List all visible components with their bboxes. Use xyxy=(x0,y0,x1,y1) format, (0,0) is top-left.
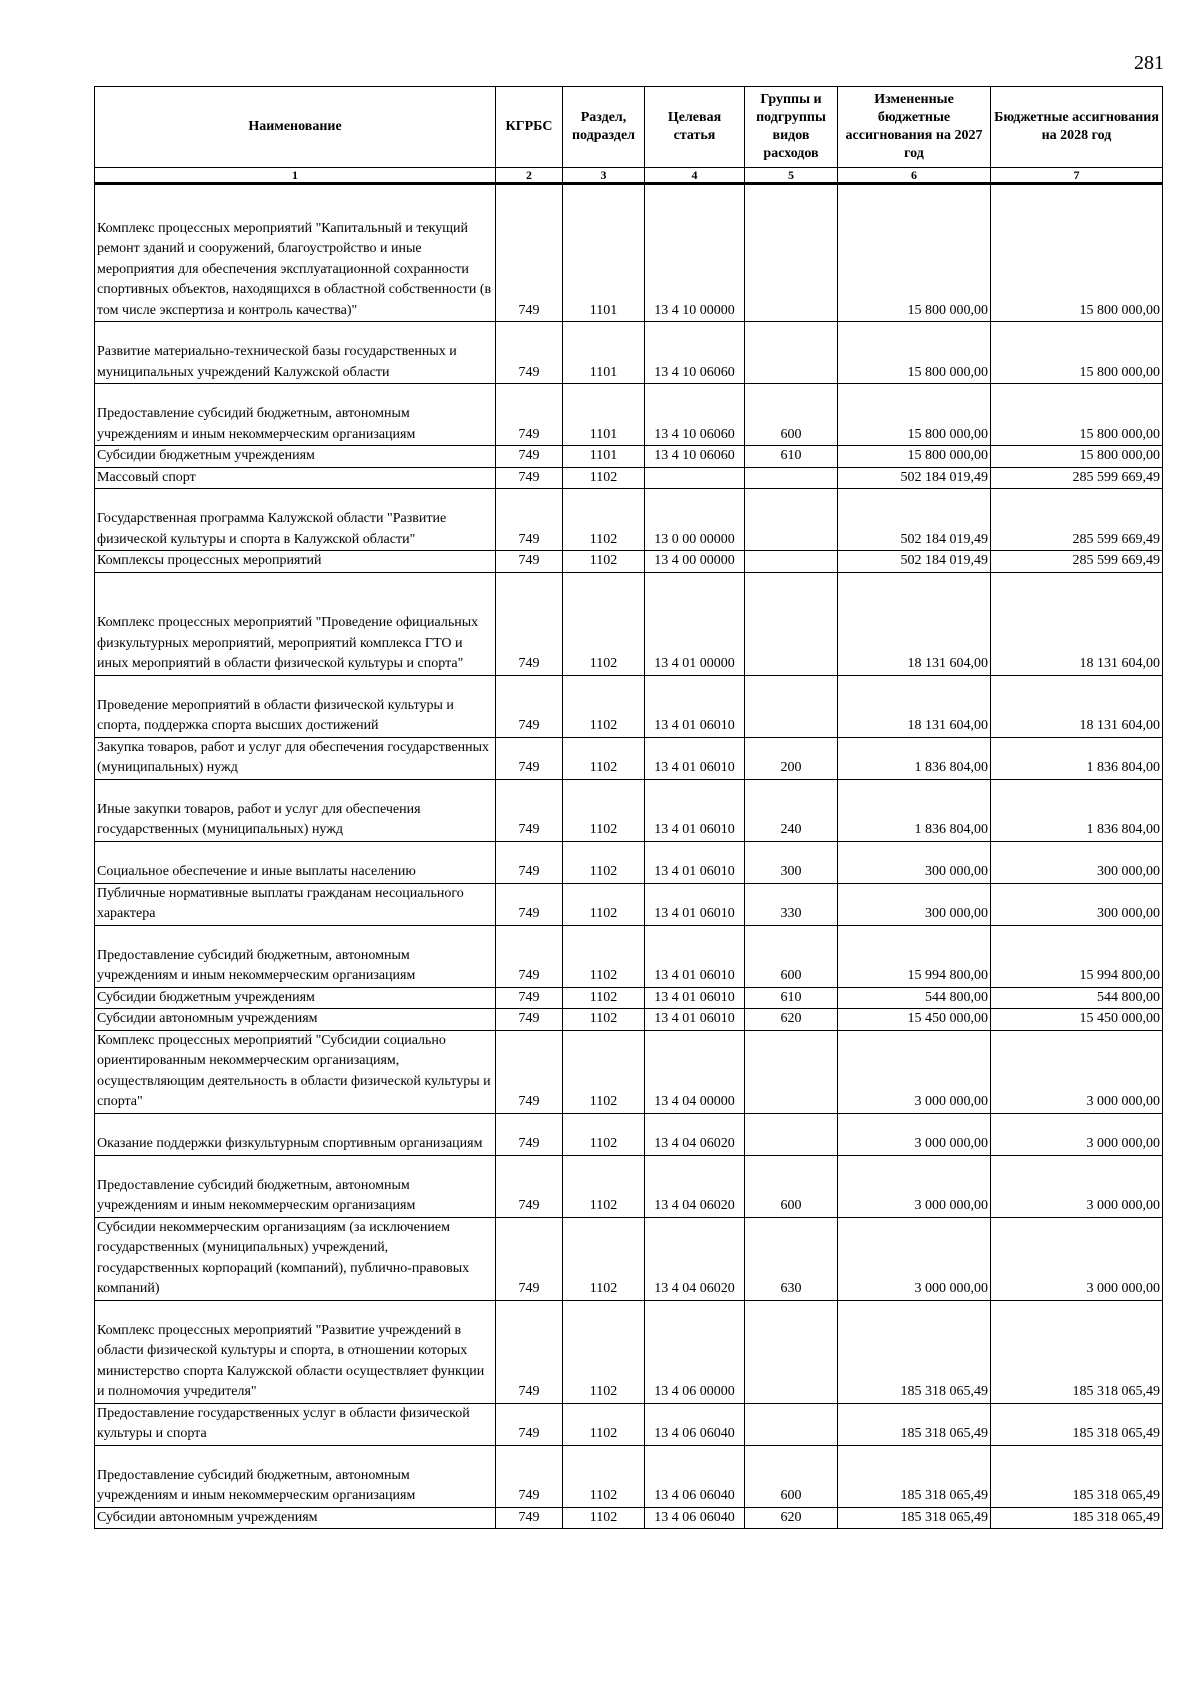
row-target-article: 13 4 01 06010 xyxy=(645,1009,745,1031)
row-name: Предоставление субсидий бюджетным, автономным учреждениям и иным некоммерческим организациям xyxy=(95,1155,496,1217)
row-sum-2028: 285 599 669,49 xyxy=(991,467,1163,489)
table-row xyxy=(95,883,1163,925)
row-razdel: 1102 xyxy=(563,489,645,551)
table-row xyxy=(95,551,1163,573)
row-kgrbs: 749 xyxy=(496,322,563,384)
row-sum-2027: 185 318 065,49 xyxy=(838,1507,991,1529)
row-sum-2027: 300 000,00 xyxy=(838,883,991,925)
table-row xyxy=(95,322,1163,384)
row-razdel: 1102 xyxy=(563,925,645,987)
row-kgrbs: 749 xyxy=(496,1030,563,1113)
row-target-article: 13 4 06 00000 xyxy=(645,1300,745,1403)
row-razdel: 1102 xyxy=(563,737,645,779)
row-sum-2027: 15 994 800,00 xyxy=(838,925,991,987)
row-kgrbs: 749 xyxy=(496,841,563,883)
row-sum-2028: 15 800 000,00 xyxy=(991,184,1163,322)
row-kgrbs: 749 xyxy=(496,1113,563,1155)
col-header-name: Наименование xyxy=(95,87,496,168)
row-name: Комплекс процессных мероприятий "Проведение официальных физкультурных мероприятий, мероприятий комплекса ГТО и иных мероприятий в области физической культуры и спорта" xyxy=(95,572,496,675)
row-sum-2028: 15 800 000,00 xyxy=(991,384,1163,446)
row-sum-2028: 285 599 669,49 xyxy=(991,551,1163,573)
row-expense-type: 200 xyxy=(745,737,838,779)
row-target-article: 13 4 06 06040 xyxy=(645,1507,745,1529)
row-target-article: 13 4 01 06010 xyxy=(645,737,745,779)
row-sum-2027: 3 000 000,00 xyxy=(838,1217,991,1300)
row-sum-2028: 285 599 669,49 xyxy=(991,489,1163,551)
row-expense-type xyxy=(745,467,838,489)
row-sum-2028: 1 836 804,00 xyxy=(991,779,1163,841)
table-row xyxy=(95,841,1163,883)
column-number-row xyxy=(95,168,1163,184)
row-kgrbs: 749 xyxy=(496,572,563,675)
row-sum-2028: 15 800 000,00 xyxy=(991,322,1163,384)
row-name: Субсидии некоммерческим организациям (за исключением государственных (муниципальных) учреждений, государственных корпораций (компаний), публично-правовых компаний) xyxy=(95,1217,496,1300)
row-kgrbs: 749 xyxy=(496,384,563,446)
row-target-article: 13 4 01 06010 xyxy=(645,779,745,841)
row-razdel: 1102 xyxy=(563,987,645,1009)
table-row xyxy=(95,446,1163,468)
row-target-article: 13 4 10 00000 xyxy=(645,184,745,322)
row-sum-2028: 15 450 000,00 xyxy=(991,1009,1163,1031)
row-name: Субсидии бюджетным учреждениям xyxy=(95,987,496,1009)
col-number: 2 xyxy=(496,168,563,184)
row-target-article: 13 0 00 00000 xyxy=(645,489,745,551)
row-sum-2028: 3 000 000,00 xyxy=(991,1030,1163,1113)
row-target-article: 13 4 01 06010 xyxy=(645,925,745,987)
table-row xyxy=(95,184,1163,322)
row-sum-2027: 300 000,00 xyxy=(838,841,991,883)
row-sum-2027: 544 800,00 xyxy=(838,987,991,1009)
row-name: Социальное обеспечение и иные выплаты населению xyxy=(95,841,496,883)
row-target-article: 13 4 10 06060 xyxy=(645,384,745,446)
row-expense-type: 610 xyxy=(745,987,838,1009)
table-row xyxy=(95,1155,1163,1217)
row-kgrbs: 749 xyxy=(496,987,563,1009)
row-sum-2027: 18 131 604,00 xyxy=(838,572,991,675)
row-kgrbs: 749 xyxy=(496,446,563,468)
row-name: Развитие материально-технической базы государственных и муниципальных учреждений Калужской области xyxy=(95,322,496,384)
row-target-article: 13 4 01 06010 xyxy=(645,987,745,1009)
row-kgrbs: 749 xyxy=(496,1445,563,1507)
row-target-article xyxy=(645,467,745,489)
table-row xyxy=(95,987,1163,1009)
row-kgrbs: 749 xyxy=(496,1217,563,1300)
table-row xyxy=(95,1009,1163,1031)
col-number: 6 xyxy=(838,168,991,184)
row-expense-type: 620 xyxy=(745,1009,838,1031)
row-target-article: 13 4 01 06010 xyxy=(645,883,745,925)
col-number: 1 xyxy=(95,168,496,184)
row-kgrbs: 749 xyxy=(496,737,563,779)
row-razdel: 1101 xyxy=(563,384,645,446)
row-expense-type: 600 xyxy=(745,1445,838,1507)
row-expense-type: 620 xyxy=(745,1507,838,1529)
table-row xyxy=(95,1030,1163,1113)
col-number: 7 xyxy=(991,168,1163,184)
row-kgrbs: 749 xyxy=(496,1300,563,1403)
row-sum-2028: 185 318 065,49 xyxy=(991,1403,1163,1445)
row-target-article: 13 4 04 06020 xyxy=(645,1155,745,1217)
row-sum-2027: 15 450 000,00 xyxy=(838,1009,991,1031)
row-name: Предоставление субсидий бюджетным, автономным учреждениям и иным некоммерческим организациям xyxy=(95,1445,496,1507)
row-sum-2027: 3 000 000,00 xyxy=(838,1155,991,1217)
row-sum-2027: 3 000 000,00 xyxy=(838,1113,991,1155)
row-target-article: 13 4 10 06060 xyxy=(645,446,745,468)
row-sum-2028: 3 000 000,00 xyxy=(991,1155,1163,1217)
row-kgrbs: 749 xyxy=(496,675,563,737)
row-sum-2028: 185 318 065,49 xyxy=(991,1445,1163,1507)
row-expense-type: 630 xyxy=(745,1217,838,1300)
row-sum-2027: 3 000 000,00 xyxy=(838,1030,991,1113)
row-name: Оказание поддержки физкультурным спортивным организациям xyxy=(95,1113,496,1155)
row-sum-2027: 15 800 000,00 xyxy=(838,322,991,384)
row-razdel: 1102 xyxy=(563,779,645,841)
col-header-sum-2028: Бюджетные ассигнования на 2028 год xyxy=(991,87,1163,168)
row-expense-type xyxy=(745,572,838,675)
table-row xyxy=(95,1403,1163,1445)
row-name: Комплексы процессных мероприятий xyxy=(95,551,496,573)
row-sum-2027: 185 318 065,49 xyxy=(838,1300,991,1403)
row-name: Иные закупки товаров, работ и услуг для обеспечения государственных (муниципальных) нужд xyxy=(95,779,496,841)
row-expense-type xyxy=(745,322,838,384)
row-kgrbs: 749 xyxy=(496,551,563,573)
row-expense-type xyxy=(745,1300,838,1403)
row-sum-2027: 15 800 000,00 xyxy=(838,446,991,468)
row-kgrbs: 749 xyxy=(496,925,563,987)
row-kgrbs: 749 xyxy=(496,779,563,841)
row-sum-2027: 15 800 000,00 xyxy=(838,184,991,322)
table-row xyxy=(95,572,1163,675)
row-sum-2027: 502 184 019,49 xyxy=(838,489,991,551)
row-expense-type: 240 xyxy=(745,779,838,841)
table-row xyxy=(95,467,1163,489)
row-razdel: 1102 xyxy=(563,1445,645,1507)
row-expense-type: 600 xyxy=(745,384,838,446)
table-row xyxy=(95,779,1163,841)
row-expense-type xyxy=(745,675,838,737)
row-razdel: 1102 xyxy=(563,1507,645,1529)
col-header-expense-type: Группы и подгруппы видов расходов xyxy=(745,87,838,168)
row-sum-2028: 15 994 800,00 xyxy=(991,925,1163,987)
row-target-article: 13 4 01 06010 xyxy=(645,841,745,883)
row-target-article: 13 4 01 06010 xyxy=(645,675,745,737)
row-name: Предоставление государственных услуг в области физической культуры и спорта xyxy=(95,1403,496,1445)
row-razdel: 1102 xyxy=(563,1009,645,1031)
row-kgrbs: 749 xyxy=(496,489,563,551)
table-row xyxy=(95,675,1163,737)
row-target-article: 13 4 04 06020 xyxy=(645,1217,745,1300)
row-expense-type: 600 xyxy=(745,925,838,987)
row-expense-type xyxy=(745,1403,838,1445)
budget-table xyxy=(94,86,1163,1529)
row-sum-2027: 1 836 804,00 xyxy=(838,737,991,779)
row-expense-type: 330 xyxy=(745,883,838,925)
row-name: Государственная программа Калужской области "Развитие физической культуры и спорта в Калужской области" xyxy=(95,489,496,551)
row-expense-type xyxy=(745,1113,838,1155)
row-expense-type: 600 xyxy=(745,1155,838,1217)
row-razdel: 1102 xyxy=(563,1030,645,1113)
row-name: Субсидии автономным учреждениям xyxy=(95,1009,496,1031)
table-body xyxy=(95,184,1163,1529)
row-target-article: 13 4 04 00000 xyxy=(645,1030,745,1113)
col-number: 5 xyxy=(745,168,838,184)
row-sum-2027: 185 318 065,49 xyxy=(838,1403,991,1445)
row-sum-2028: 185 318 065,49 xyxy=(991,1300,1163,1403)
row-razdel: 1102 xyxy=(563,1403,645,1445)
row-expense-type xyxy=(745,184,838,322)
row-sum-2028: 185 318 065,49 xyxy=(991,1507,1163,1529)
row-expense-type xyxy=(745,551,838,573)
row-kgrbs: 749 xyxy=(496,467,563,489)
row-sum-2027: 1 836 804,00 xyxy=(838,779,991,841)
row-kgrbs: 749 xyxy=(496,883,563,925)
row-razdel: 1101 xyxy=(563,184,645,322)
row-name: Публичные нормативные выплаты гражданам несоциального характера xyxy=(95,883,496,925)
row-sum-2028: 3 000 000,00 xyxy=(991,1113,1163,1155)
row-target-article: 13 4 04 06020 xyxy=(645,1113,745,1155)
row-kgrbs: 749 xyxy=(496,1507,563,1529)
row-sum-2028: 18 131 604,00 xyxy=(991,572,1163,675)
row-name: Субсидии автономным учреждениям xyxy=(95,1507,496,1529)
row-sum-2028: 1 836 804,00 xyxy=(991,737,1163,779)
table-row xyxy=(95,1445,1163,1507)
row-kgrbs: 749 xyxy=(496,1155,563,1217)
row-razdel: 1101 xyxy=(563,446,645,468)
table-row xyxy=(95,489,1163,551)
row-kgrbs: 749 xyxy=(496,1403,563,1445)
row-target-article: 13 4 06 06040 xyxy=(645,1445,745,1507)
col-header-sum-2027: Измененные бюджетные ассигнования на 2027 год xyxy=(838,87,991,168)
row-razdel: 1102 xyxy=(563,1300,645,1403)
row-sum-2027: 502 184 019,49 xyxy=(838,467,991,489)
row-kgrbs: 749 xyxy=(496,1009,563,1031)
row-razdel: 1102 xyxy=(563,467,645,489)
row-razdel: 1102 xyxy=(563,551,645,573)
row-sum-2027: 15 800 000,00 xyxy=(838,384,991,446)
col-number: 3 xyxy=(563,168,645,184)
row-target-article: 13 4 10 06060 xyxy=(645,322,745,384)
row-expense-type: 610 xyxy=(745,446,838,468)
row-expense-type xyxy=(745,1030,838,1113)
page-number: 281 xyxy=(1134,52,1164,74)
row-sum-2028: 300 000,00 xyxy=(991,883,1163,925)
col-header-target-article: Целевая статья xyxy=(645,87,745,168)
row-target-article: 13 4 06 06040 xyxy=(645,1403,745,1445)
row-target-article: 13 4 00 00000 xyxy=(645,551,745,573)
row-sum-2027: 502 184 019,49 xyxy=(838,551,991,573)
row-name: Предоставление субсидий бюджетным, автономным учреждениям и иным некоммерческим организациям xyxy=(95,925,496,987)
row-target-article: 13 4 01 00000 xyxy=(645,572,745,675)
row-razdel: 1102 xyxy=(563,841,645,883)
row-expense-type xyxy=(745,489,838,551)
row-razdel: 1102 xyxy=(563,1113,645,1155)
row-razdel: 1102 xyxy=(563,1217,645,1300)
row-sum-2028: 18 131 604,00 xyxy=(991,675,1163,737)
row-sum-2027: 185 318 065,49 xyxy=(838,1445,991,1507)
col-header-razdel: Раздел, подраздел xyxy=(563,87,645,168)
row-name: Комплекс процессных мероприятий "Субсидии социально ориентированным некоммерческим организациям, осуществляющим деятельность в области физической культуры и спорта" xyxy=(95,1030,496,1113)
row-razdel: 1102 xyxy=(563,1155,645,1217)
row-name: Субсидии бюджетным учреждениям xyxy=(95,446,496,468)
header-row xyxy=(95,87,1163,168)
table-row xyxy=(95,384,1163,446)
row-name: Комплекс процессных мероприятий "Капитальный и текущий ремонт зданий и сооружений, благоустройство и иные мероприятия для обеспечения эксплуатационной сохранности спортивных объектов, находящихся в областной собственности (в том числе экспертиза и контроль качества)" xyxy=(95,184,496,322)
row-razdel: 1101 xyxy=(563,322,645,384)
col-number: 4 xyxy=(645,168,745,184)
table-row xyxy=(95,737,1163,779)
row-razdel: 1102 xyxy=(563,883,645,925)
row-expense-type: 300 xyxy=(745,841,838,883)
row-razdel: 1102 xyxy=(563,572,645,675)
row-name: Закупка товаров, работ и услуг для обеспечения государственных (муниципальных) нужд xyxy=(95,737,496,779)
row-name: Комплекс процессных мероприятий "Развитие учреждений в области физической культуры и спорта, в отношении которых министерство спорта Калужской области осуществляет функции и полномочия учредителя" xyxy=(95,1300,496,1403)
table-row xyxy=(95,1300,1163,1403)
row-name: Массовый спорт xyxy=(95,467,496,489)
table-row xyxy=(95,1217,1163,1300)
table-row xyxy=(95,1507,1163,1529)
row-sum-2028: 300 000,00 xyxy=(991,841,1163,883)
row-name: Предоставление субсидий бюджетным, автономным учреждениям и иным некоммерческим организациям xyxy=(95,384,496,446)
table-row xyxy=(95,925,1163,987)
row-sum-2028: 15 800 000,00 xyxy=(991,446,1163,468)
row-sum-2028: 544 800,00 xyxy=(991,987,1163,1009)
col-header-kgrbs: КГРБС xyxy=(496,87,563,168)
row-razdel: 1102 xyxy=(563,675,645,737)
table-row xyxy=(95,1113,1163,1155)
row-name: Проведение мероприятий в области физической культуры и спорта, поддержка спорта высших достижений xyxy=(95,675,496,737)
row-sum-2027: 18 131 604,00 xyxy=(838,675,991,737)
row-kgrbs: 749 xyxy=(496,184,563,322)
row-sum-2028: 3 000 000,00 xyxy=(991,1217,1163,1300)
